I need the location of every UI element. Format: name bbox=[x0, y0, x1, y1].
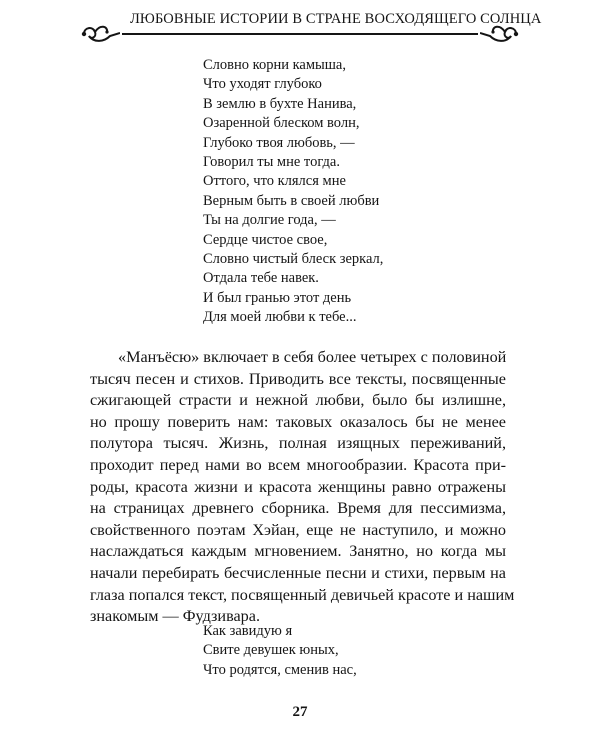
poem-line: Говорил ты мне тогда. bbox=[203, 153, 340, 170]
poem-line: Что родятся, сменив нас, bbox=[203, 661, 357, 678]
poem-line: В землю в бухте Нанива, bbox=[203, 95, 357, 112]
poem-line: Словно чистый блеск зеркал, bbox=[203, 250, 384, 267]
paragraph-line: начали перебирать бесчисленные песни и стихи, первым на bbox=[90, 563, 506, 582]
poem-line: Словно корни камыша, bbox=[203, 57, 346, 73]
right-ornament-icon bbox=[480, 22, 520, 46]
poem-line: Что уходят глубоко bbox=[203, 76, 322, 93]
running-header bbox=[0, 0, 600, 50]
paragraph-line: сжигающей страсти и нежной любви, было бы излишне, bbox=[90, 391, 506, 410]
paragraph-line: свойственного поэтам Хэйан, еще не наступило, и можно bbox=[90, 520, 506, 539]
paragraph-line: «Манъёсю» включает в себя более четырех с половиной bbox=[118, 348, 507, 366]
poem-line: Сердце чистое свое, bbox=[203, 231, 328, 248]
poem-line: Ты на долгие года, — bbox=[203, 212, 336, 229]
poem-line: Озаренной блеском волн, bbox=[203, 115, 360, 132]
paragraph-line: знакомым — Фудзивара. bbox=[90, 607, 261, 626]
poem-line: Отдала тебе навек. bbox=[203, 270, 319, 287]
poem-line: Верным быть в своей любви bbox=[203, 192, 380, 209]
poem-line: И был гранью этот день bbox=[203, 289, 352, 306]
poem-line: Как завидую я bbox=[203, 623, 293, 639]
poem-line: Свите девушек юных, bbox=[203, 642, 339, 659]
running-title: ЛЮБОВНЫЕ ИСТОРИИ В СТРАНЕ ВОСХОДЯЩЕГО СОЛНЦА bbox=[130, 11, 542, 27]
body-paragraph bbox=[90, 347, 515, 628]
paragraph-line: проходит перед нами во всем многообразии. Красота при- bbox=[90, 455, 506, 474]
paragraph-line: глаза попался текст, посвященный девичьей красоте и нашим bbox=[90, 585, 515, 604]
poem-line: Глубоко твоя любовь, — bbox=[203, 134, 355, 151]
paragraph-line: роды, красота жизни и красота женщины равно отражены bbox=[90, 477, 506, 496]
header-rule bbox=[122, 33, 478, 35]
paragraph-line: полутора тысяч. Жизнь, полная изящных переживаний, bbox=[90, 434, 506, 453]
poem-line: Для моей любви к тебе... bbox=[203, 309, 357, 326]
poem-line: Оттого, что клялся мне bbox=[203, 173, 346, 190]
poem-bottom bbox=[203, 622, 357, 680]
poem-top bbox=[203, 56, 383, 327]
paragraph-line: на страницах древнего сборника. Время для пессимизма, bbox=[90, 499, 506, 518]
paragraph-line: но прошу поверить нам: таковых оказалось бы не менее bbox=[90, 412, 506, 431]
paragraph-line: тысяч песен и стихов. Приводить все тексты, посвященные bbox=[90, 369, 506, 388]
paragraph-line: наслаждаться каждым мгновением. Занятно, но когда мы bbox=[90, 542, 506, 561]
left-ornament-icon bbox=[80, 22, 120, 46]
page-number: 27 bbox=[292, 704, 308, 720]
